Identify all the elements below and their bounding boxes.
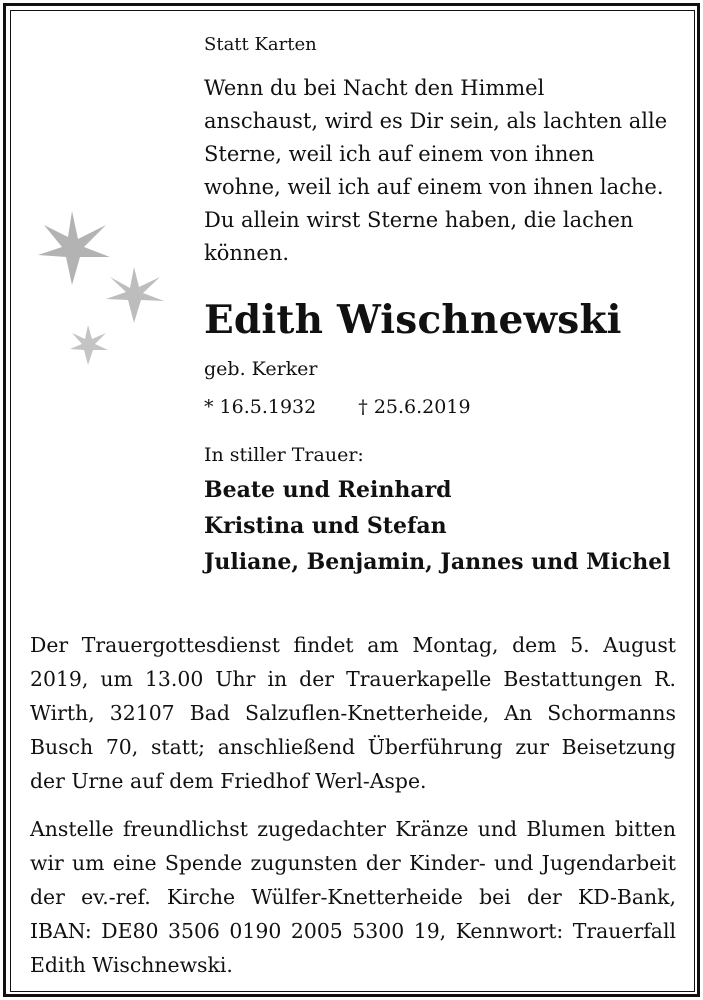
star-icon [106,267,164,323]
life-dates [204,392,684,422]
mourners-list [204,472,684,580]
notice-upper [204,30,684,580]
mourning-label: In stiller Trauer: [204,444,364,466]
poem-line: können. [204,241,290,265]
mourner-name: Kristina und Stefan [204,513,447,539]
star-icon [70,325,108,365]
poem-line: Du allein wirst Sterne haben, die lachen [204,208,634,232]
mourner-name: Juliane, Benjamin, Jannes und Michel [204,549,671,575]
poem-line: wohne, weil ich auf einem von ihnen lache. [204,175,664,199]
stars-icon [30,205,180,385]
mourner-name: Beate und Reinhard [204,477,452,503]
poem-line: anschaust, wird es Dir sein, als lachten alle [204,109,668,133]
statt-karten-label: Statt Karten [204,34,317,55]
donation-paragraph: Anstelle freundlichst zugedachter Kränze und Blumen bitten wir um eine Spende zugunsten der Kinder- und Jugendarbeit der ev.-ref. Kirche Wülfer-Knetterheide bei der KD-Bank, IBAN: DE80 3506 0190 2005 5300 19, Kennwort: Trauerfall Edith Wischnewski. [30,817,676,977]
poem-line: Wenn du bei Nacht den Himmel [204,76,545,100]
star-icon [38,211,110,285]
birth-name: geb. Kerker [204,358,318,380]
deceased-name: Edith Wischnewski [204,297,622,343]
service-paragraph: Der Trauergottesdienst findet am Montag, dem 5. August 2019, um 13.00 Uhr in der Trauerkapelle Bestattungen R. Wirth, 32107 Bad Salzuflen-Knetterheide, An Schormanns Busch 70, statt; anschließend Überführung zur Beisetzung der Urne auf dem Friedhof Werl-Aspe. [30,633,676,793]
poem-line: Sterne, weil ich auf einem von ihnen [204,142,595,166]
birth-date: * 16.5.1932 [204,396,317,418]
death-date: † 25.6.2019 [358,396,471,418]
poem [204,72,684,270]
